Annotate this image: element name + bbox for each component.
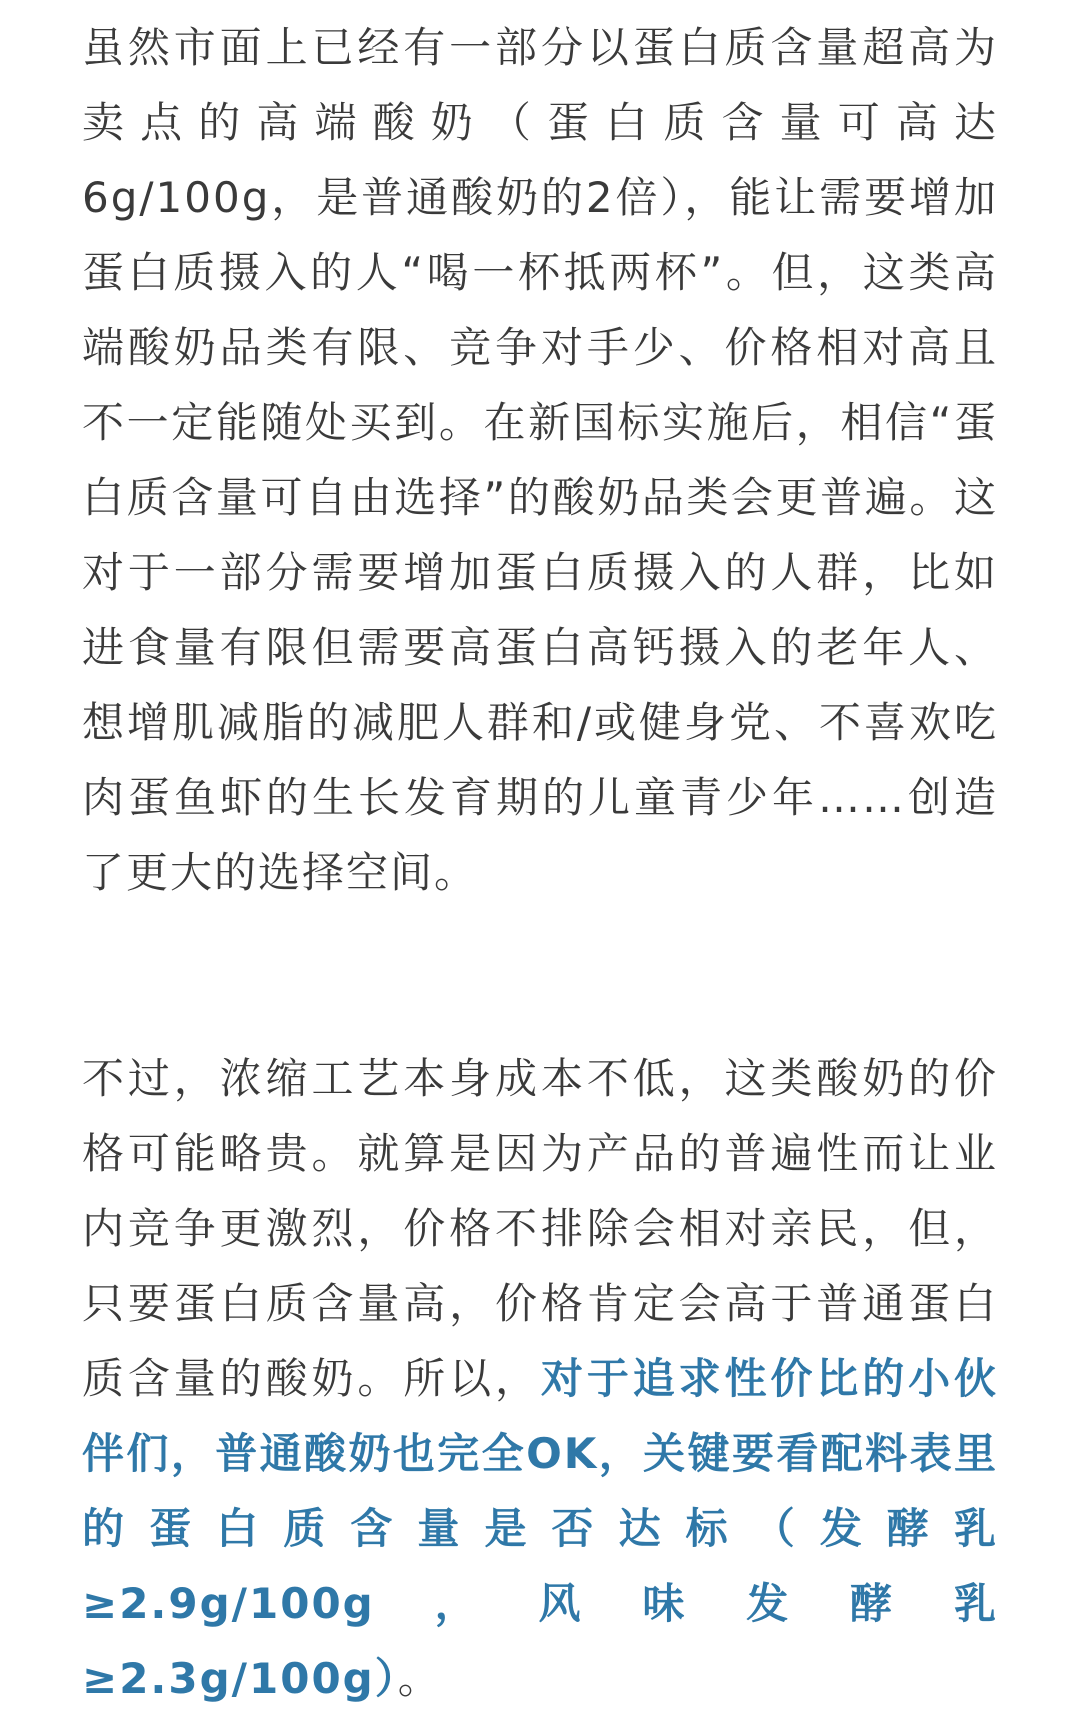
article-body bbox=[82, 0, 998, 1716]
highlighted-conclusion: 对于追求性价比的小伙伴们，普通酸奶也完全OK，关键要看配料表里的蛋白质含量是否达标（发酵乳≥2.9g/100g，风味发酵乳≥2.3g/100g） bbox=[82, 1354, 998, 1703]
article-paragraph-2 bbox=[82, 1041, 998, 1716]
paragraph-2-end-punctuation: 。 bbox=[397, 1654, 442, 1703]
article-paragraph-1: 虽然市面上已经有一部分以蛋白质含量超高为卖点的高端酸奶（蛋白质含量可高达6g/100g，是普通酸奶的2倍），能让需要增加蛋白质摄入的人“喝一杯抵两杯”。但，这类高端酸奶品类有限、竞争对手少、价格相对高且不一定能随处买到。在新国标实施后，相信“蛋白质含量可自由选择”的酸奶品类会更普遍。这对于一部分需要增加蛋白质摄入的人群，比如进食量有限但需要高蛋白高钙摄入的老年人、想增肌减脂的减肥人群和/或健身党、不喜欢吃肉蛋鱼虾的生长发育期的儿童青少年……创造了更大的选择空间。 bbox=[82, 23, 998, 897]
paragraph-2-text: 不过，浓缩工艺本身成本不低，这类酸奶的价格可能略贵。就算是因为产品的普遍性而让业内竞争更激烈，价格不排除会相对亲民，但，只要蛋白质含量高，价格肯定会高于普通蛋白质含量的酸奶。所以， bbox=[82, 1054, 998, 1403]
